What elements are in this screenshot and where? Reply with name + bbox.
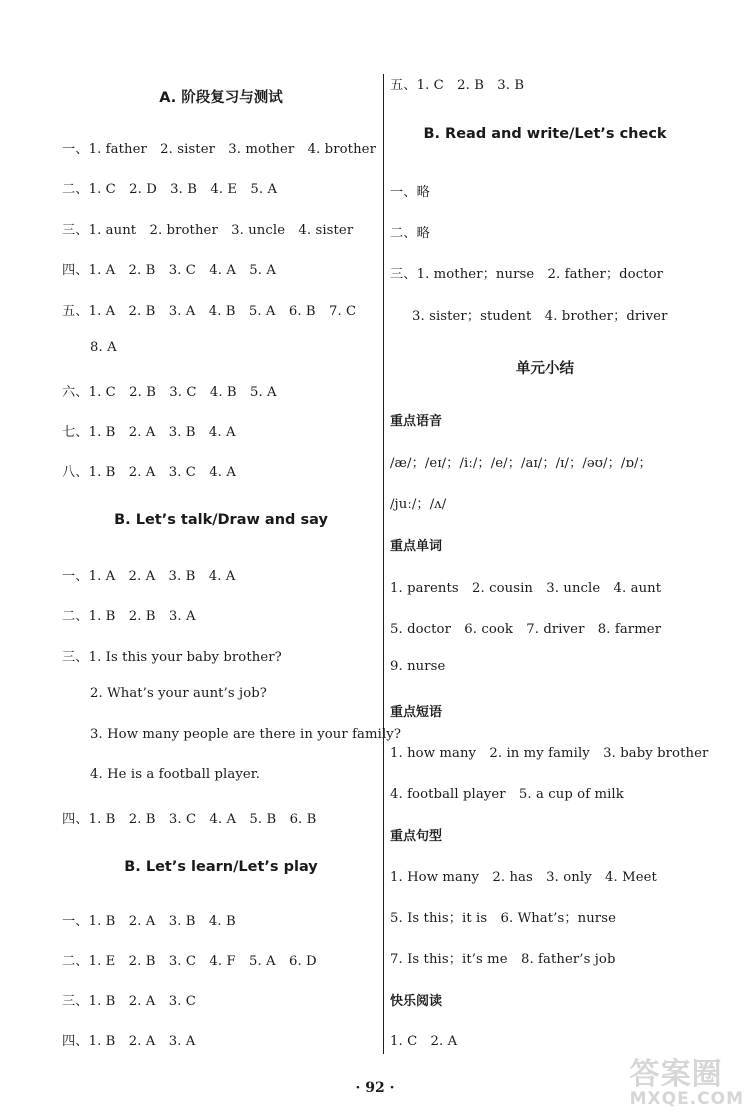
answer-line: 二、略 (390, 226, 430, 241)
subheading-sentences: 重点句型 (390, 829, 443, 844)
answer-line: 5. Is this；it is 6. What’s；nurse (390, 911, 616, 926)
answer-line: 1. How many 2. has 3. only 4. Meet (390, 870, 657, 885)
answer-line: 五、1. C 2. B 3. B (390, 78, 525, 93)
subheading-phrases: 重点短语 (390, 705, 443, 720)
answer-line: 三、1. B 2. A 3. C (62, 994, 196, 1009)
answer-line: 三、1. mother；nurse 2. father；doctor (390, 267, 664, 282)
answer-line: 2. What’s your aunt’s job? (90, 686, 267, 701)
answer-line: 四、1. A 2. B 3. C 4. A 5. A (62, 263, 276, 278)
answer-line: 二、1. B 2. B 3. A (62, 609, 196, 624)
answer-line: 八、1. B 2. A 3. C 4. A (62, 465, 236, 480)
answer-line: 一、1. father 2. sister 3. mother 4. brother (62, 142, 376, 157)
answer-line: 1. parents 2. cousin 3. uncle 4. aunt (390, 581, 662, 596)
section-title-summary: 单元小结 (516, 361, 574, 377)
answer-line: 4. He is a football player. (90, 767, 261, 782)
answer-line: 7. Is this；it’s me 8. father’s job (390, 952, 616, 967)
answer-line: 一、1. B 2. A 3. B 4. B (62, 914, 236, 929)
subheading-reading: 快乐阅读 (390, 994, 443, 1009)
watermark-url: MXQE.COM (629, 1089, 744, 1109)
answer-line: 三、1. aunt 2. brother 3. uncle 4. sister (62, 223, 354, 238)
column-divider (383, 74, 384, 1054)
answer-line: 一、略 (390, 185, 430, 200)
answer-line: 一、1. A 2. A 3. B 4. A (62, 569, 236, 584)
answer-line: 1. how many 2. in my family 3. baby brother (390, 746, 709, 761)
answer-line: 三、1. Is this your baby brother? (62, 650, 282, 665)
answer-line: /æ/；/eɪ/；/iː/；/e/；/aɪ/；/ɪ/；/əʊ/；/ɒ/； (390, 456, 652, 471)
answer-line: 二、1. E 2. B 3. C 4. F 5. A 6. D (62, 954, 317, 969)
answer-line: 四、1. B 2. A 3. A (62, 1034, 196, 1049)
answer-line: 5. doctor 6. cook 7. driver 8. farmer (390, 622, 662, 637)
answer-line: 3. sister；student 4. brother；driver (412, 309, 668, 324)
answer-line: 二、1. C 2. D 3. B 4. E 5. A (62, 182, 278, 197)
watermark-text: 答案圈 (629, 1057, 723, 1092)
answer-line: 1. C 2. A (390, 1034, 458, 1049)
subheading-words: 重点单词 (390, 539, 443, 554)
section-title-review: A. 阶段复习与测试 (159, 90, 283, 106)
answer-line: 9. nurse (390, 659, 446, 674)
answer-line: 六、1. C 2. B 3. C 4. B 5. A (62, 385, 277, 400)
section-title-talk: B. Let’s talk/Draw and say (114, 512, 328, 528)
page-number: · 92 · (355, 1080, 395, 1096)
watermark-logo (629, 1057, 744, 1109)
section-title-learn: B. Let’s learn/Let’s play (124, 859, 318, 875)
answer-line: 8. A (90, 340, 117, 355)
subheading-sounds: 重点语音 (390, 414, 443, 429)
answer-line: 四、1. B 2. B 3. C 4. A 5. B 6. B (62, 812, 317, 827)
answer-line: 七、1. B 2. A 3. B 4. A (62, 425, 236, 440)
section-title-read-write: B. Read and write/Let’s check (423, 126, 667, 142)
answer-line: /juː/；/ʌ/ (390, 497, 447, 512)
answer-line: 4. football player 5. a cup of milk (390, 787, 624, 802)
answer-line: 3. How many people are there in your family? (90, 727, 401, 742)
answer-line: 五、1. A 2. B 3. A 4. B 5. A 6. B 7. C (62, 304, 357, 319)
